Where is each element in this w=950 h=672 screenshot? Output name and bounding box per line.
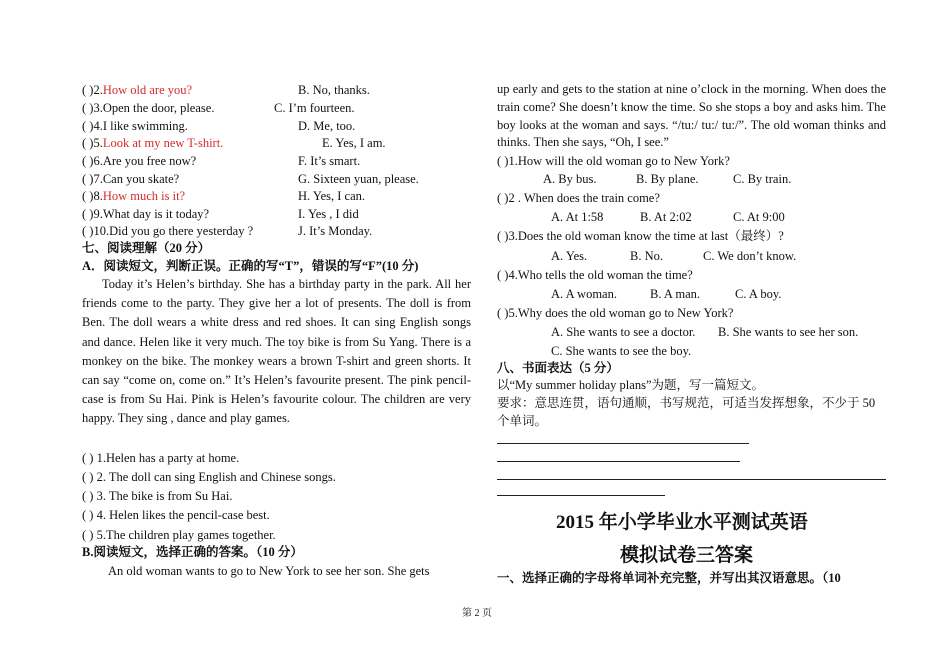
option: B. No. (630, 249, 663, 263)
writing-line (497, 495, 665, 496)
match-row: ( )7.Can you skate? (82, 172, 180, 186)
list-item: ( ) 3. The bike is from Su Hai. (82, 489, 233, 503)
list-item: ( ) 5.The children play games together. (82, 528, 276, 542)
match-row: ( )8.How much is it? (82, 189, 186, 203)
section-heading: 七、阅读理解（20 分） (82, 241, 211, 255)
match-answer: C. I’m fourteen. (274, 101, 355, 115)
list-item: ( ) 4. Helen likes the pencil-case best. (82, 508, 270, 522)
match-row: ( )5.Look at my new T-shirt. (82, 136, 224, 150)
option: A. At 1:58 (551, 210, 604, 224)
match-answer: J. It’s Monday. (298, 224, 373, 238)
option: A. She wants to see a doctor. (551, 325, 696, 339)
question: ( )5.Why does the old woman go to New York? (497, 306, 734, 320)
option: C. She wants to see the boy. (551, 344, 692, 358)
match-row: ( )2.How old are you? (82, 83, 193, 97)
option: B. A man. (650, 287, 701, 301)
reading-passage-start: An old woman wants to go to New York to see her son. She gets (108, 564, 430, 578)
match-row: ( )9.What day is it today? (82, 207, 210, 221)
answer-title: 2015 年小学毕业水平测试英语 (556, 512, 808, 533)
option: C. At 9:00 (733, 210, 785, 224)
writing-requirements: 要求：意思连贯，语句通顺，书写规范，可适当发挥想象，不少于 50 个单词。 (497, 396, 876, 428)
list-item: ( ) 1.Helen has a party at home. (82, 451, 240, 465)
match-row: ( )10.Did you go there yesterday ? (82, 224, 254, 238)
match-answer: B. No, thanks. (298, 83, 370, 97)
option: C. A boy. (735, 287, 782, 301)
question: ( )1.How will the old woman go to New York? (497, 154, 730, 168)
match-answer: F. It’s smart. (298, 154, 361, 168)
option: C. We don’t know. (703, 249, 797, 263)
writing-line (497, 461, 740, 462)
list-item: ( ) 2. The doll can sing English and Chinese songs. (82, 470, 336, 484)
match-row: ( )6.Are you free now? (82, 154, 197, 168)
match-answer: I. Yes , I did (298, 207, 359, 221)
option: B. By plane. (636, 172, 699, 186)
match-row: ( )3.Open the door, please. (82, 101, 215, 115)
option: A. By bus. (543, 172, 597, 186)
option: A. A woman. (551, 287, 617, 301)
option: B. She wants to see her son. (718, 325, 859, 339)
match-row: ( )4.I like swimming. (82, 119, 188, 133)
reading-passage: Today it’s Helen’s birthday. She has a birthday party in the park. All her friends come to the party. They give her a lot of presents. The doll is from Ben. The doll wears a white dress and red shoes. It can sing English songs and dance. Helen like it very much. The toy bike is from Su Yang. There is a monkey on the bike. The monkey wears a brown T-shirt and green shorts. It can say “come on, come on.” It’s Helen’s favourite present. The pink pencil-case is from Su Hai. Pink is Helen’s favourite colour. The children are very happy. They sing , dance and play games. (82, 277, 471, 426)
question: ( )2 . When does the train come? (497, 191, 660, 205)
match-answer: D. Me, too. (298, 119, 356, 133)
match-answer: E. Yes, I am. (322, 136, 386, 150)
writing-line (497, 443, 749, 444)
section-heading: 八、书面表达（5 分） (497, 361, 619, 375)
option: C. By train. (733, 172, 792, 186)
part-heading: A．阅读短文，判断正误。正确的写“T”，错误的写“F”(10 分) (82, 259, 419, 273)
answer-subtitle: 模拟试卷三答案 (620, 545, 754, 566)
reading-passage-continued: up early and gets to the station at nine o’clock in the morning. When does the train come? She doesn’t know the time. So she stops a boy and asks him. The boy looks at the woman and says. “/tu:/ tu:/ tu:/”. The old woman thinks and thinks. Then she says, “Oh, I see.” (497, 82, 886, 150)
section-heading: 一、选择正确的字母将单词补充完整，并写出其汉语意思。（10 (497, 571, 841, 585)
page-number: 第 2 页 (462, 608, 492, 619)
option: B. At 2:02 (640, 210, 692, 224)
option: A. Yes. (551, 249, 588, 263)
writing-topic: 以“My summer holiday plans”为题，写一篇短文。 (497, 378, 764, 392)
match-answer: G. Sixteen yuan, please. (298, 172, 419, 186)
question: ( )4.Who tells the old woman the time? (497, 268, 693, 282)
match-answer: H. Yes, I can. (298, 189, 366, 203)
writing-line (497, 479, 886, 480)
part-heading: B.阅读短文，选择正确的答案。（10 分） (82, 545, 303, 559)
question: ( )3.Does the old woman know the time at last（最终）? (497, 229, 784, 243)
